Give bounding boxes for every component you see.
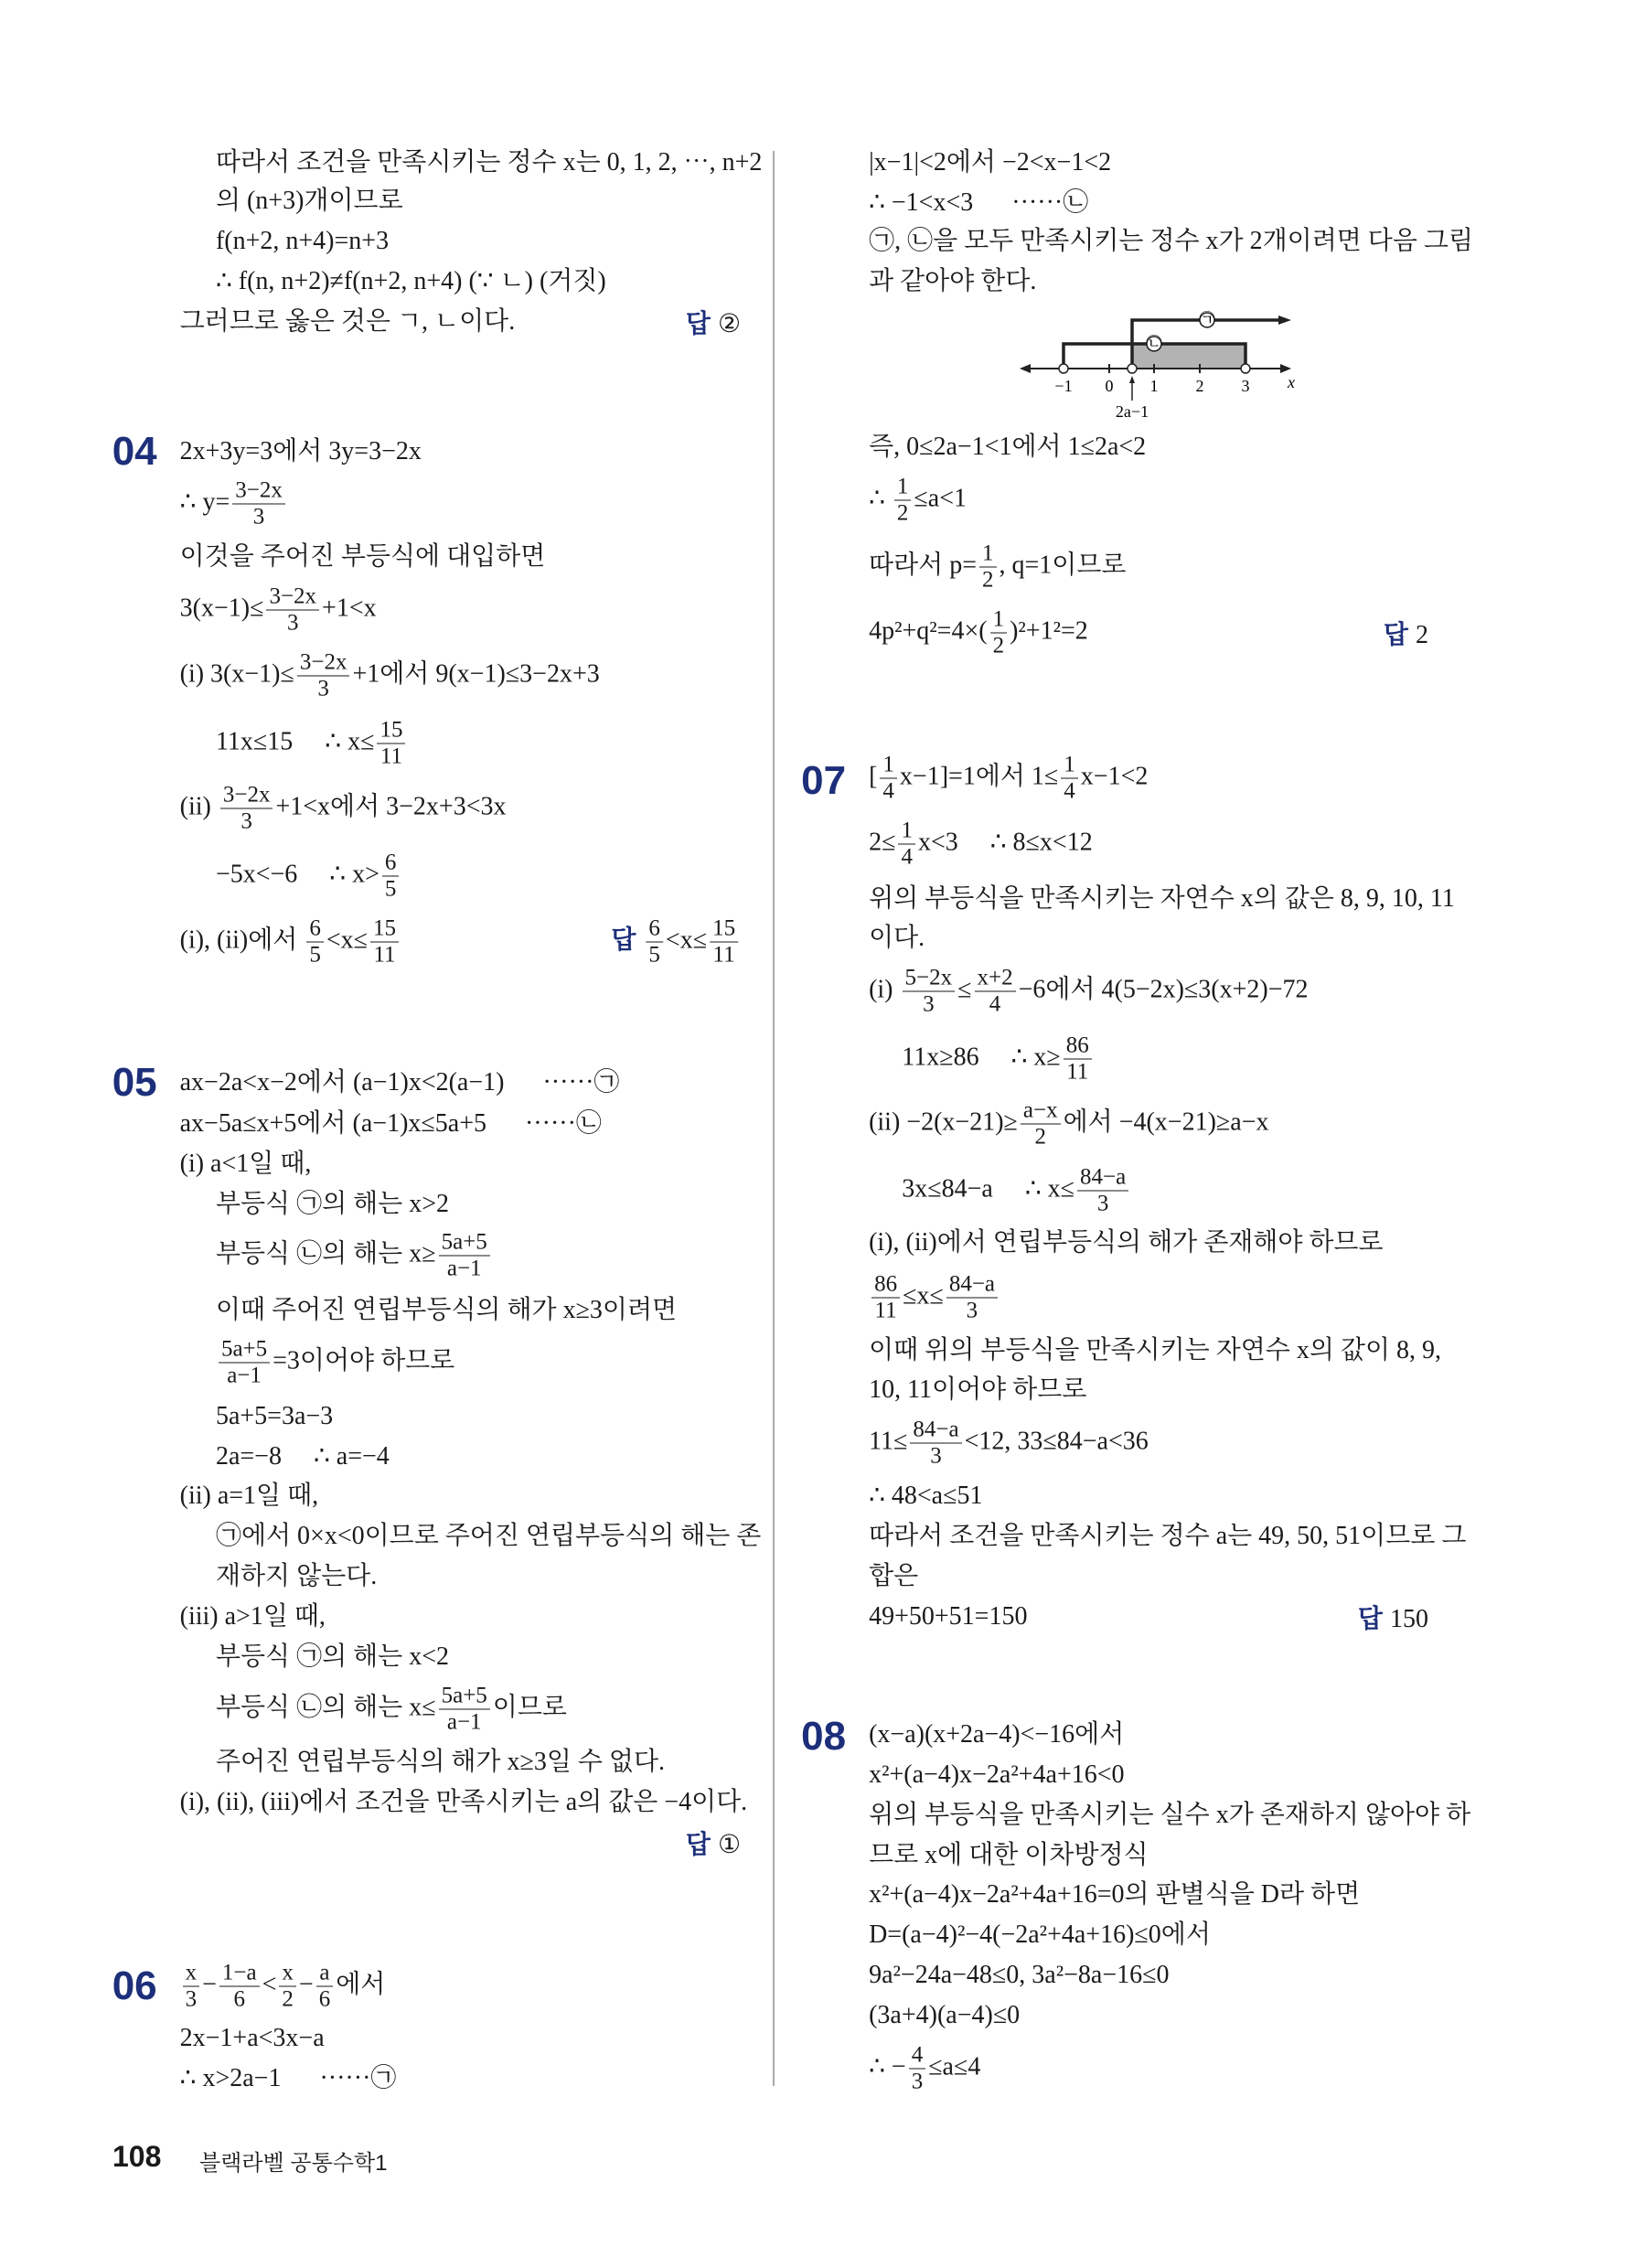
solution-line: [869, 1372, 1086, 1408]
math-text: 9a²−24a−48≤0, 3a²−8a−16≤0: [869, 1960, 1170, 1989]
fraction: [979, 540, 997, 593]
open-point: [1241, 364, 1250, 373]
solution-line: [180, 2020, 325, 2057]
answer-tag: 답: [685, 1830, 711, 1858]
math-text: ∴ −1<x<3 ······㉡: [869, 187, 1089, 217]
numerator: a: [316, 1961, 332, 1987]
solution-line: [180, 1146, 312, 1182]
numerator: 3−2x: [220, 783, 273, 809]
math-text: 재하지 않는다.: [215, 1562, 378, 1590]
solution-line: [216, 1744, 665, 1781]
fraction: [306, 916, 324, 968]
denominator: 2: [1034, 1124, 1046, 1149]
math-text: 2≤: [869, 828, 896, 857]
denominator: 3: [966, 1298, 978, 1323]
fraction: [279, 1961, 296, 2013]
denominator: 5: [648, 942, 660, 968]
math-text: (ii) −2(x−21)≥: [869, 1107, 1018, 1136]
solution-line: [216, 1398, 333, 1435]
solution-line: [180, 650, 600, 702]
math-text: (i), (ii)에서 연립부등식의 해가 존재해야 하므로: [869, 1228, 1384, 1257]
denominator: 3: [1096, 1191, 1109, 1216]
solution-line: [869, 1271, 1000, 1323]
fraction: [232, 477, 285, 530]
math-text: 이다.: [869, 923, 925, 952]
math-text: (ii): [179, 792, 218, 821]
solution-line: [180, 477, 288, 530]
math-text: 의 (n+3)개이므로: [215, 187, 403, 216]
math-text: 부등식 ㉠의 해는 x>2: [215, 1189, 450, 1218]
problem-number: 05: [112, 1060, 157, 1106]
math-text: <x≤: [326, 925, 369, 955]
denominator: 11: [373, 942, 396, 968]
numerator: 5−2x: [903, 965, 956, 991]
solution-line: [180, 1064, 620, 1101]
solution-line: [869, 2042, 980, 2094]
solution-line: [869, 1225, 1383, 1261]
math-text: 11≤: [869, 1427, 908, 1456]
math-text: <12, 33≤84−a<36: [964, 1427, 1149, 1456]
denominator: 3: [286, 610, 299, 636]
fraction: [710, 916, 738, 968]
answer-tag: 답: [611, 925, 636, 954]
math-text: 3(x−1)≤: [179, 594, 264, 623]
math-text: 주어진 연립부등식의 해가 x≥3일 수 없다.: [215, 1747, 666, 1776]
math-text: ㉠, ㉡을 모두 만족시키는 정수 x가 2개이려면 다음 그림: [869, 227, 1473, 256]
denominator: a−1: [446, 1709, 482, 1735]
math-text: 4p²+q²=4×(: [869, 616, 988, 646]
solution-line: [180, 304, 516, 340]
math-text: 위의 부등식을 만족시키는 실수 x가 존재하지 않아야 하: [869, 1801, 1471, 1830]
numerator: 5a+5: [219, 1336, 270, 1363]
math-text: ①: [717, 1831, 742, 1859]
solution-line: [869, 1797, 1470, 1834]
math-text: <x≤: [665, 925, 708, 955]
book-title: 블랙라벨 공통수학1: [199, 2151, 388, 2176]
fraction: [439, 1230, 490, 1282]
problem-number: 04: [112, 428, 157, 474]
solution-line: [869, 429, 1146, 465]
math-text: 2a=−8 ∴ a=−4: [215, 1442, 390, 1471]
math-text: ㉠에서 0×x<0이므로 주어진 연립부등식의 해는 존: [215, 1521, 762, 1550]
denominator: 3: [923, 991, 935, 1017]
numerator: x: [279, 1961, 296, 1987]
math-text: 부등식 ㉠의 해는 x<2: [215, 1642, 450, 1672]
range-1-arrow-icon: [1278, 316, 1291, 325]
math-text: 과 같아야 한다.: [869, 267, 1037, 296]
fraction: [316, 1961, 334, 2013]
solution-line: [216, 1230, 493, 1282]
math-text: 그러므로 옳은 것은 ㄱ, ㄴ이다.: [179, 307, 516, 337]
math-text: 150: [1389, 1605, 1428, 1634]
math-text: −: [298, 1970, 314, 1999]
math-text: +1<x: [322, 594, 377, 623]
numerator: 84−a: [1077, 1165, 1128, 1192]
fraction: [898, 818, 915, 871]
denominator: 11: [874, 1298, 897, 1323]
numerator: 4: [909, 2042, 926, 2069]
math-text: ax−2a<x−2에서 (a−1)x<2(a−1) ······㉠: [179, 1068, 620, 1097]
tick-label: 2: [1195, 377, 1204, 395]
solution-line: [216, 1439, 390, 1475]
axis-left-arrow-icon: [1020, 364, 1031, 373]
solution-line: [869, 1417, 1149, 1469]
solution-line: [869, 1717, 1124, 1753]
solution-line: [869, 540, 1126, 593]
math-text: ≤a<1: [914, 484, 967, 513]
answer: [1384, 615, 1428, 651]
solution-line: [216, 1683, 567, 1735]
solution-line: [869, 1599, 1027, 1635]
solution-line: [180, 433, 422, 470]
solution-line: [869, 185, 1088, 221]
math-text: , q=1이므로: [999, 551, 1127, 580]
math-text: +1<x에서 3−2x+3<3x: [275, 792, 507, 821]
solution-line: [216, 183, 403, 219]
numerator: 86: [1064, 1032, 1092, 1059]
solution-line: [216, 1292, 677, 1329]
solution-line: [180, 916, 401, 968]
fraction: [1077, 1165, 1128, 1217]
fraction: [377, 718, 405, 770]
math-text: +1에서 9(x−1)≤3−2x+3: [352, 659, 600, 689]
denominator: 4: [989, 991, 1001, 1017]
problem-number: 06: [112, 1963, 157, 2009]
fraction: [946, 1271, 998, 1323]
numerator: 15: [710, 916, 738, 943]
fraction: [266, 583, 319, 636]
denominator: 11: [1066, 1059, 1089, 1085]
math-text: =3이어야 하므로: [273, 1346, 455, 1375]
tick-label: 1: [1149, 377, 1159, 395]
axis-right-arrow-icon: [1280, 364, 1291, 373]
math-text: (iii) a>1일 때,: [179, 1602, 326, 1631]
numerator: 1: [1061, 752, 1078, 778]
fraction: [871, 1271, 900, 1323]
denominator: a−1: [446, 1256, 482, 1281]
denominator: a−1: [227, 1363, 262, 1388]
solution-line: [869, 1917, 1211, 1953]
denominator: 3: [911, 2069, 924, 2094]
axis-label: x: [1288, 373, 1295, 391]
solution-line: [216, 1639, 449, 1675]
numerator: a−x: [1021, 1097, 1061, 1124]
numerator: 6: [646, 916, 663, 943]
denominator: 4: [901, 844, 913, 870]
math-text: )²+1²=2: [1010, 616, 1088, 646]
math-text: 49+50+51=150: [869, 1602, 1028, 1631]
math-text: ax−5a≤x+5에서 (a−1)x≤5a+5 ······㉡: [179, 1108, 602, 1138]
answer-tag: 답: [1383, 620, 1408, 649]
solution-line: [180, 1784, 748, 1821]
fraction: [1064, 1032, 1092, 1085]
fraction: [439, 1683, 490, 1735]
math-text: x²+(a−4)x−2a²+4a+16=0의 판별식을 D라 하면: [869, 1879, 1361, 1909]
solution-line: [869, 1478, 982, 1514]
math-text: 부등식 ㉡의 해는 x≥: [215, 1239, 436, 1268]
tick-label: 0: [1105, 377, 1114, 395]
fraction: [183, 1961, 200, 2013]
numerator: 15: [370, 916, 399, 943]
answer: [686, 304, 741, 340]
numerator: 5a+5: [439, 1230, 490, 1257]
math-text: 합은: [869, 1562, 919, 1590]
denominator: 6: [233, 1986, 246, 2012]
solution-line: [869, 223, 1473, 260]
denominator: 11: [712, 942, 735, 968]
math-text: ∴ f(n, n+2)≠f(n+2, n+4) (∵ ㄴ) (거짓): [215, 267, 606, 296]
denominator: 5: [384, 876, 397, 902]
math-text: ∴ y=: [179, 487, 230, 516]
denominator: 3: [252, 504, 265, 530]
numerator: 3−2x: [266, 583, 319, 610]
solution-line: [869, 881, 1455, 917]
numerator: 5a+5: [439, 1683, 490, 1709]
math-text: 10, 11이어야 하므로: [869, 1375, 1087, 1404]
solution-line: [869, 752, 1148, 804]
numerator: 1: [880, 752, 897, 778]
solution-line: [180, 583, 377, 636]
numerator: x: [183, 1961, 200, 1987]
math-text: 위의 부등식을 만족시키는 자연수 x의 값은 8, 9, 10, 11: [869, 884, 1455, 914]
numerator: 84−a: [910, 1417, 961, 1443]
math-text: 5a+5=3a−3: [215, 1402, 334, 1431]
denominator: 4: [1064, 778, 1075, 804]
label-1: ㉠: [1199, 311, 1215, 329]
math-text: x<3 ∴ 8≤x<12: [917, 828, 1093, 857]
math-text: 따라서 조건을 만족시키는 정수 a는 49, 50, 51이므로 그: [869, 1521, 1467, 1550]
math-text: 이때 위의 부등식을 만족시키는 자연수 x의 값이 8, 9,: [869, 1336, 1441, 1365]
numerator: 1: [990, 607, 1008, 634]
math-text: 이므로: [492, 1693, 567, 1722]
denominator: 11: [380, 744, 402, 769]
math-text: ∴: [869, 484, 892, 513]
math-text: 에서 −4(x−21)≥a−x: [1063, 1107, 1269, 1136]
fraction: [1061, 752, 1078, 804]
solution-line: [180, 539, 546, 575]
denominator: 2: [992, 633, 1005, 658]
solution-line: [180, 1478, 319, 1514]
solution-line: [180, 1961, 386, 2013]
fraction: [880, 752, 897, 804]
math-text: f(n+2, n+4)=n+3: [215, 227, 390, 256]
solution-line: [216, 850, 401, 902]
page-number: 108: [112, 2140, 162, 2173]
solution-line: [902, 1032, 1095, 1085]
number-line-figure: [988, 293, 1317, 430]
fraction: [219, 1336, 270, 1388]
math-text: (3a+4)(a−4)≤0: [869, 2000, 1021, 2029]
solution-line: [869, 818, 1093, 871]
solution-line: [869, 1518, 1466, 1555]
numerator: 1: [898, 818, 915, 845]
math-text: (i): [869, 975, 900, 1004]
math-text: ≤: [957, 975, 972, 1004]
math-text: ∴ x>2a−1 ······㉠: [179, 2063, 397, 2092]
math-text: [: [869, 762, 878, 791]
fraction: [894, 475, 912, 527]
fraction: [646, 916, 663, 968]
tick-label: 3: [1241, 377, 1250, 395]
solution-line: [869, 1997, 1020, 2034]
solution-line: [902, 1165, 1131, 1217]
math-text: x−1]=1에서 1≤: [899, 762, 1059, 791]
math-text: 2x+3y=3에서 3y=3−2x: [179, 436, 422, 465]
solution-line: [216, 1336, 454, 1388]
math-text: (i), (ii), (iii)에서 조건을 만족시키는 a의 값은 −4이다.: [179, 1787, 748, 1816]
open-point: [1128, 364, 1137, 373]
numerator: 1: [979, 540, 997, 567]
solution-line: [869, 1558, 918, 1595]
math-text: (i), (ii)에서: [179, 925, 305, 955]
solution-line: [869, 1332, 1441, 1369]
math-text: 따라서 p=: [869, 551, 978, 580]
answer: [611, 916, 741, 968]
open-point: [1059, 364, 1068, 373]
solution-line: [216, 223, 389, 260]
math-text: 이때 주어진 연립부등식의 해가 x≥3이려면: [215, 1296, 678, 1324]
answer: [1358, 1599, 1428, 1635]
label-2: ㉡: [1146, 335, 1162, 353]
denominator: 6: [318, 1986, 331, 2012]
fraction: [370, 916, 399, 968]
fraction: [990, 607, 1008, 659]
denominator: 4: [882, 778, 894, 804]
solution-line: [869, 475, 967, 527]
column-divider: [773, 151, 775, 2086]
math-text: ∴ −: [869, 2052, 906, 2081]
solution-line: [216, 263, 606, 300]
fraction: [220, 783, 273, 835]
math-text: 부등식 ㉡의 해는 x≤: [215, 1693, 436, 1722]
numerator: 86: [871, 1271, 900, 1298]
numerator: 3−2x: [232, 477, 285, 504]
answer-tag: 답: [685, 309, 711, 338]
answer-tag: 답: [1357, 1604, 1383, 1633]
solution-line: [180, 1599, 326, 1635]
math-text: 3x≤84−a ∴ x≤: [902, 1174, 1075, 1204]
fraction: [910, 1417, 961, 1469]
solution-line: [869, 1757, 1124, 1793]
solution-line: [869, 965, 1308, 1017]
math-text: ②: [717, 310, 742, 339]
math-text: 2: [1415, 621, 1428, 650]
numerator: 6: [306, 916, 324, 943]
marker-arrow-icon: [1129, 376, 1135, 383]
fraction: [219, 1961, 260, 2013]
numerator: 1−a: [219, 1961, 260, 1987]
solution-line: [869, 1877, 1360, 1913]
answer: [686, 1824, 741, 1861]
math-text: x−1<2: [1080, 762, 1149, 791]
numerator: 6: [382, 850, 400, 876]
fraction: [382, 850, 400, 902]
denominator: 2: [982, 567, 994, 593]
numerator: 1: [894, 475, 912, 501]
numerator: 84−a: [946, 1271, 998, 1298]
denominator: 5: [309, 942, 321, 968]
denominator: 3: [930, 1443, 942, 1469]
math-text: 즉, 0≤2a−1<1에서 1≤2a<2: [869, 433, 1147, 462]
solution-line: [869, 1097, 1268, 1150]
math-text: −6에서 4(5−2x)≤3(x+2)−72: [1018, 975, 1309, 1004]
math-text: 므로 x에 대한 이차방정식: [869, 1841, 1149, 1870]
denominator: 2: [896, 500, 909, 526]
marker-label: 2a−1: [1115, 402, 1149, 421]
denominator: 2: [282, 1986, 294, 2012]
math-text: −: [202, 1970, 217, 1999]
fraction: [297, 650, 350, 702]
fraction: [975, 965, 1016, 1017]
solution-line: [216, 718, 409, 770]
math-text: 11x≥86 ∴ x≥: [902, 1043, 1061, 1072]
math-text: (ii) a=1일 때,: [179, 1481, 319, 1510]
solution-line: [216, 144, 762, 181]
math-text: (i) a<1일 때,: [179, 1149, 312, 1178]
math-text: <: [262, 1970, 277, 1999]
math-text: ∴ 48<a≤51: [869, 1481, 983, 1510]
tick-label: −1: [1054, 377, 1073, 395]
solution-line: [216, 1186, 449, 1223]
numerator: 15: [377, 718, 405, 744]
solution-line: [869, 1837, 1148, 1874]
math-text: 11x≤15 ∴ x≤: [215, 727, 375, 756]
numerator: x+2: [975, 965, 1016, 991]
denominator: 3: [185, 1986, 198, 2012]
solution-line: [869, 144, 1111, 181]
math-text: 2x−1+a<3x−a: [179, 2023, 325, 2052]
math-text: x²+(a−4)x−2a²+4a+16<0: [869, 1760, 1125, 1790]
math-text: −5x<−6 ∴ x>: [215, 860, 380, 889]
math-text: D=(a−4)²−4(−2a²+4a+16)≤0에서: [869, 1920, 1211, 1949]
fraction: [909, 2042, 926, 2094]
problem-number: 07: [801, 758, 847, 804]
solution-line: [216, 1558, 377, 1595]
fraction: [903, 965, 956, 1017]
problem-number: 08: [801, 1713, 847, 1759]
math-text: 에서: [336, 1970, 386, 1999]
math-text: |x−1|<2에서 −2<x−1<2: [869, 147, 1112, 177]
solution-line: [180, 783, 507, 835]
math-text: ≤x≤: [903, 1281, 944, 1311]
solution-line: [869, 1957, 1169, 1994]
solution-line: [180, 2060, 397, 2097]
math-text: 이것을 주어진 부등식에 대입하면: [179, 541, 546, 571]
math-text: 따라서 조건을 만족시키는 정수 x는 0, 1, 2, ⋯, n+2: [215, 147, 763, 177]
solution-line: [216, 1518, 761, 1555]
math-text: ≤a≤4: [928, 2052, 981, 2081]
numerator: 3−2x: [297, 650, 350, 677]
denominator: 3: [241, 808, 252, 834]
solution-line: [869, 607, 1088, 659]
math-text: (x−a)(x+2a−4)<−16에서: [869, 1720, 1125, 1749]
fraction: [1021, 1097, 1061, 1150]
denominator: 3: [317, 676, 329, 701]
solution-line: [180, 1106, 602, 1142]
solution-line: [869, 920, 925, 957]
math-text: (i) 3(x−1)≤: [179, 659, 294, 689]
